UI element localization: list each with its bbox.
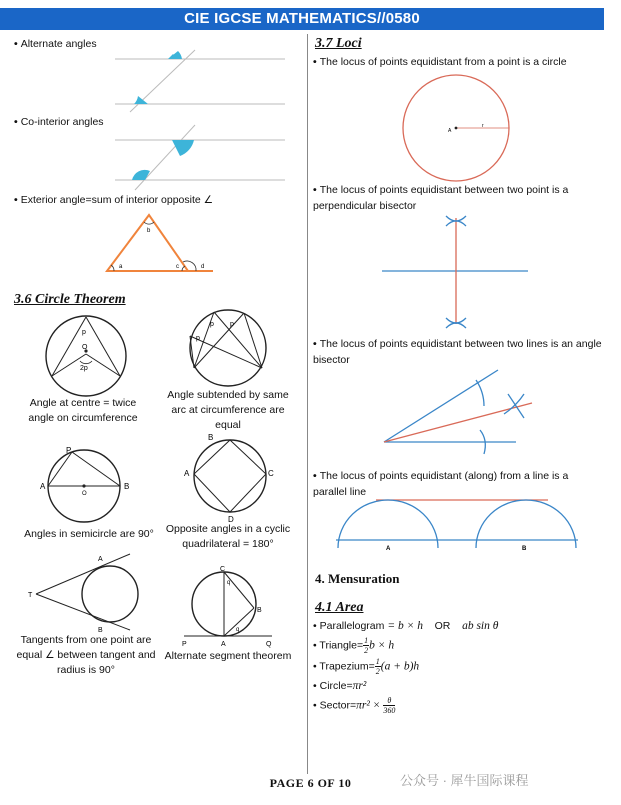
formula-label: Circle= [319,680,353,692]
label-B: B [522,546,527,552]
formula-label: Parallelogram [319,620,385,632]
bullet-text: The locus of points equidistant between two point is a perpendicular bisector [313,184,569,212]
mensuration-heading: 4. Mensuration [315,571,400,586]
caption-cyclic-quadrilateral: Opposite angles in a cyclic quadrilateral = 180° [165,523,291,550]
alternate-segment-diagram [180,566,280,648]
formula-label: Sector= [319,699,357,712]
formula-alt-expression: ab sin θ [462,620,499,632]
caption-alternate-segment: Alternate segment theorem [164,650,292,662]
bullet-locus-two-points: • The locus of points equidistant between two point is a perpendicular bisector [313,184,569,212]
label-2p: 2p [80,365,88,372]
label-A: A [184,469,190,478]
label-B: B [257,607,262,614]
formula-expression: πr² [352,680,367,692]
formula-expression: = b × h [387,620,423,632]
label-O: O [82,491,87,497]
label-c: c [176,264,179,270]
perpendicular-bisector-diagram [380,212,530,332]
angle-bisector-diagram [380,366,540,456]
label-A: A [40,482,46,491]
parallel-line-locus-diagram [330,494,590,556]
formula-label: Triangle= [319,639,364,652]
bullet-text: The locus of points equidistant between two lines is an angle bisector [313,338,602,366]
formula-or: OR [434,620,451,632]
label-A: A [221,641,226,648]
page-header-banner: CIE IGCSE MATHEMATICS//0580 [0,8,604,30]
label-B: B [98,627,103,634]
circle-theorem-heading: 3.6 Circle Theorem [14,292,126,307]
label-q: q [227,580,231,586]
bullet-text: Exterior angle=sum of interior opposite ∠ [20,194,214,206]
caption-angle-at-centre: Angle at centre = twice angle on circumference [28,397,138,424]
label-p: p [196,335,200,342]
page-number-footer: PAGE 6 OF 10 [269,776,352,790]
bullet-locus-two-lines: • The locus of points equidistant between two lines is an angle bisector [313,338,602,366]
label-A: A [98,556,103,563]
formula-label: Trapezium= [319,660,375,673]
same-arc-angles-diagram [186,308,270,388]
label-p: p [82,329,86,336]
locus-circle-diagram [400,72,512,184]
label-P: P [182,641,187,648]
caption-tangents: Tangents from one point are equal ∠ between tangent and radius is 90° [16,634,156,676]
bullet-cointerior-angles: • Co-interior angles [14,116,104,128]
bullet-locus-point: • The locus of points equidistant from a point is a circle [313,56,567,68]
bullet-locus-line: • The locus of points equidistant (along) from a line is a parallel line [313,470,569,498]
column-divider [307,34,308,774]
semicircle-diagram [36,444,136,524]
cyclic-quadrilateral-diagram [180,434,280,522]
alternate-angles-diagram [110,50,290,115]
formula-sector: • Sector=πr² × $\frac{\theta}{360}$ [313,696,396,715]
formula-circle: • Circle=πr² [313,680,367,692]
label-p: p [230,321,234,328]
formula-parallelogram: • Parallelogram = b × h OR ab sin θ [313,620,499,632]
label-C: C [268,469,274,478]
exterior-angle-triangle-diagram [100,210,220,276]
angle-at-centre-diagram [44,314,128,398]
label-A: A [386,546,391,552]
label-o: O [82,344,88,351]
bullet-exterior-angle: • Exterior angle=sum of interior opposite ∠ [14,194,214,206]
label-D: D [228,515,234,524]
bullet-text: The locus of points equidistant (along) from a line is a parallel line [313,470,569,498]
formula-expression: (a + b)h [380,660,420,673]
label-Q: Q [266,641,272,648]
fraction-half: $\frac{1}{2}$ [375,657,380,676]
cointerior-angles-diagram [110,125,290,190]
loci-heading: 3.7 Loci [315,36,362,51]
label-T: T [28,592,33,599]
label-q: q [236,627,240,633]
label-b: b [147,228,151,234]
label-C: C [220,566,226,573]
fraction-theta-360: $\frac{\theta}{360}$ [383,696,396,715]
label-d: d [201,264,205,270]
label-P: P [66,446,72,455]
label-A: A [448,128,452,134]
label-B: B [208,433,214,442]
tangents-diagram [26,552,146,632]
formula-expression: b × h [369,639,395,652]
caption-same-arc: Angle subtended by same arc at circumference are equal [167,389,289,431]
formula-expression: πr² × [356,699,381,712]
watermark: 公众号 · 犀牛国际课程 [400,773,529,788]
caption-semicircle: Angles in semicircle are 90° [24,528,154,540]
label-r: r [482,123,484,129]
bullet-text: Co-interior angles [20,116,104,128]
area-heading: 4.1 Area [315,600,364,615]
formula-triangle: • Triangle= $\frac{1}{2}$ b × h [313,636,395,655]
label-B: B [124,482,130,491]
bullet-text: Alternate angles [20,38,97,50]
fraction-half: $\frac{1}{2}$ [364,636,369,655]
label-p: p [210,321,214,328]
bullet-text: The locus of points equidistant from a point is a circle [319,56,567,68]
bullet-alternate-angles: • Alternate angles [14,38,97,50]
label-a: a [119,264,123,270]
formula-trapezium: • Trapezium= $\frac{1}{2}$ (a + b)h [313,657,420,676]
